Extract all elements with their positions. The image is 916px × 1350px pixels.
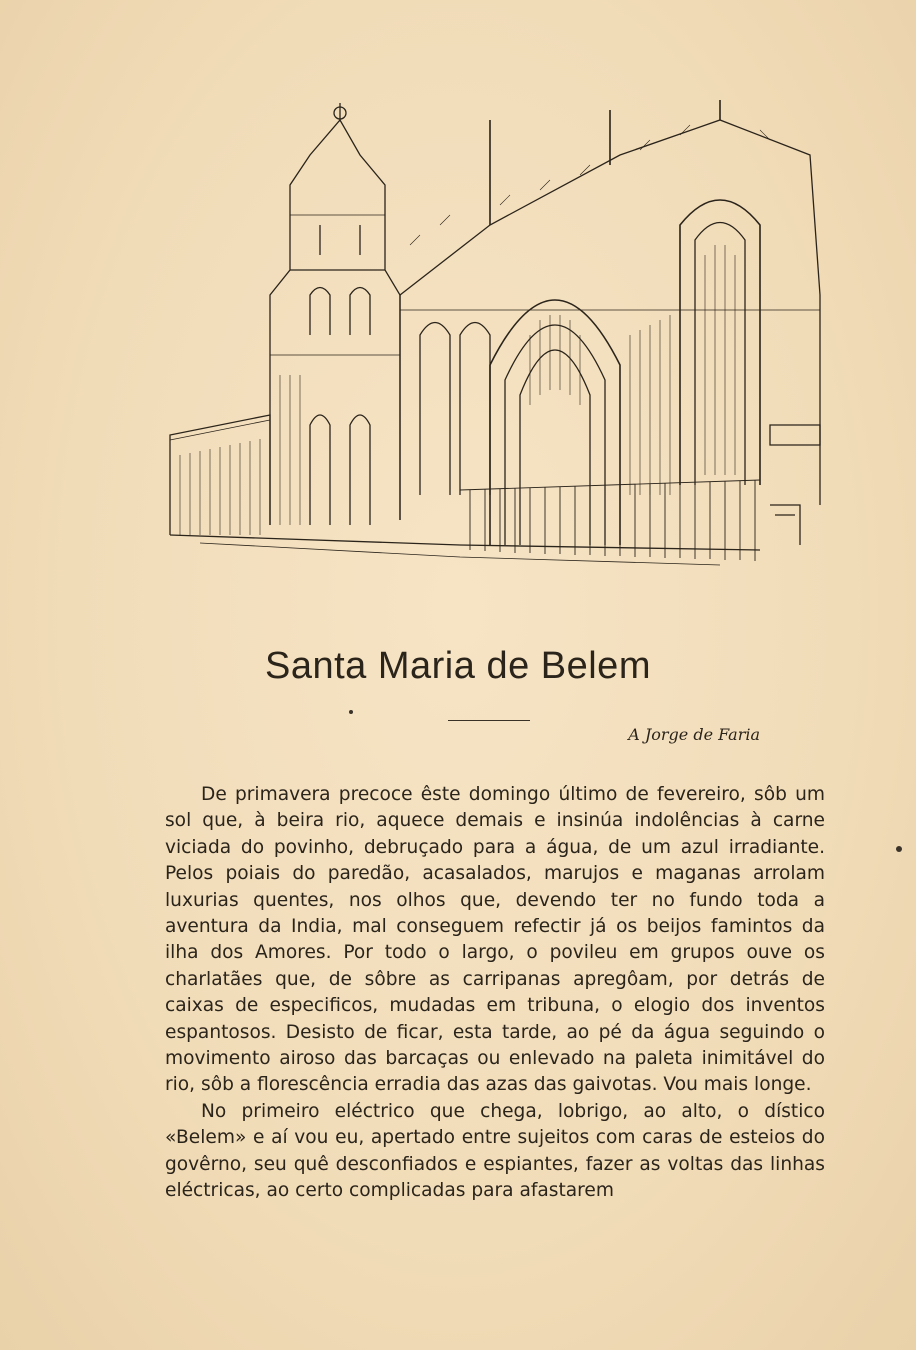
church-facade-engraving <box>160 95 825 575</box>
article-body <box>165 782 825 1205</box>
paragraph: No primeiro eléctrico que chega, lobrigo, ao alto, o dístico «Belem» e aí vou eu, apertado entre sujeitos com caras de esteios do govêrno, seu quê desconfiados e espiantes, fazer as voltas das linhas eléctricas, ao certo complicadas para afastarem <box>165 1100 825 1202</box>
title-divider <box>448 720 530 721</box>
paragraph: De primavera precoce êste domingo último de fevereiro, sôb um sol que, à beira rio, aquece demais e insinúa indolências à carne viciada do povinho, debruçado para a água, de um azul irradiante. Pelos poiais do paredão, acasalados, marujos e maganas arrolam luxurias quentes, nos olhos que, devendo ter no fundo toda a aventura da India, mal conseguem refectir já os beijos famintos da ilha dos Amores. Por todo o largo, o povileu em grupos ouve os charlatães que, de sôbre as carripanas apregôam, por detrás de caixas de especificos, mudadas em tribuna, o elogio dos inventos espantosos. Desisto de ficar, esta tarde, ao pé da água seguindo o movimento airoso das barcaças ou enlevado na paleta inimitável do rio, sôb a florescência erradia das azas das gaivotas. Vou mais longe. <box>165 784 825 1096</box>
ink-speck <box>896 846 902 852</box>
article-title: Santa Maria de Belem <box>265 645 651 687</box>
dedication: A Jorge de Faria <box>628 725 760 744</box>
ink-speck <box>349 710 353 714</box>
